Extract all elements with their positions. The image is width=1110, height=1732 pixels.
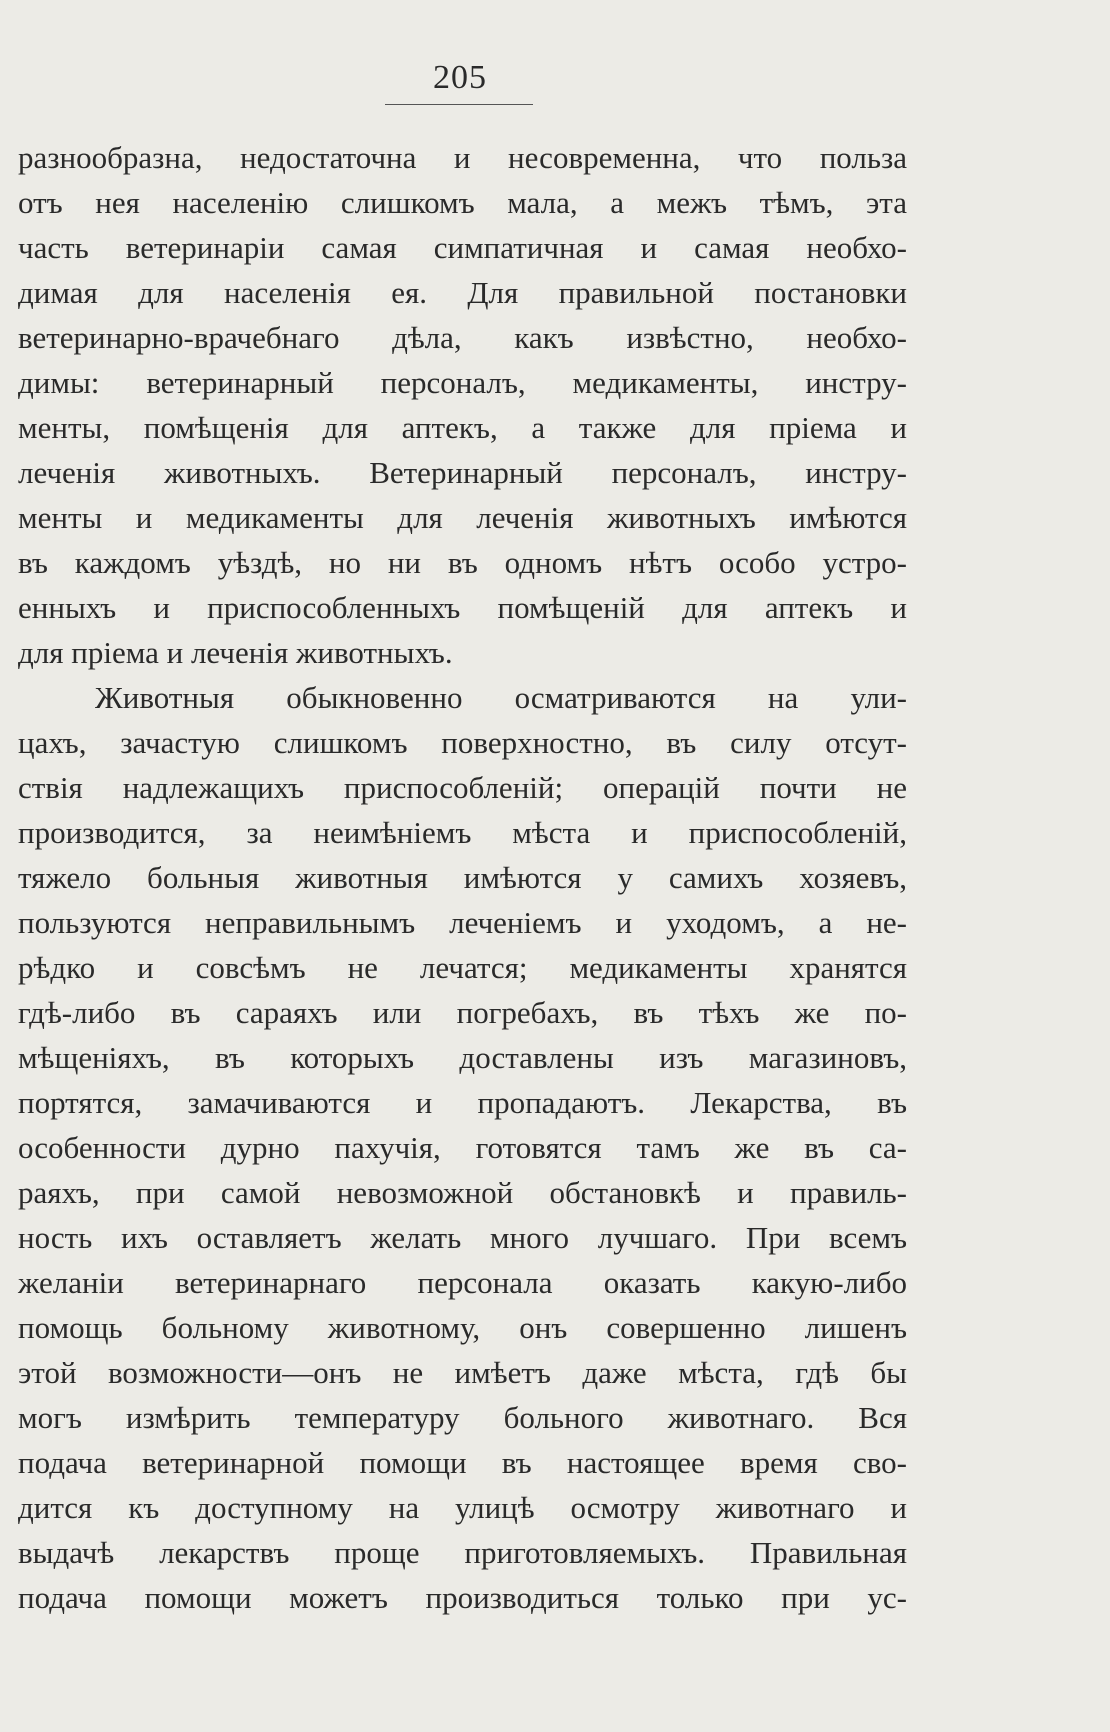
text-line: енныхъ и приспособленныхъ помѣщеній для аптекъ и — [18, 590, 907, 625]
text-line: портятся, замачиваются и пропадаютъ. Лекарства, въ — [18, 1085, 907, 1120]
text-line: рѣдко и совсѣмъ не лечатся; медикаменты хранятся — [18, 950, 907, 985]
text-line: подача ветеринарной помощи въ настоящее время сво- — [18, 1445, 907, 1480]
text-line: производится, за неимѣніемъ мѣста и приспособленій, — [18, 815, 907, 850]
text-line: ность ихъ оставляетъ желать много лучшаго. При всемъ — [18, 1220, 907, 1255]
text-line: пользуются неправильнымъ леченіемъ и уходомъ, а не- — [18, 905, 907, 940]
text-line: могъ измѣрить температуру больного животнаго. Вся — [18, 1400, 907, 1435]
text-line: менты, помѣщенія для аптекъ, а также для пріема и — [18, 410, 907, 445]
text-line: особенности дурно пахучія, готовятся тамъ же въ са- — [18, 1130, 907, 1165]
text-line: ствія надлежащихъ приспособленій; операцій почти не — [18, 770, 907, 805]
text-line: димы: ветеринарный персоналъ, медикаменты, инстру- — [18, 365, 907, 400]
text-line: менты и медикаменты для леченія животныхъ имѣются — [18, 500, 907, 535]
text-line: часть ветеринаріи самая симпатичная и самая необхо- — [18, 230, 907, 265]
text-line: подача помощи можетъ производиться только при ус- — [18, 1580, 907, 1615]
text-line: этой возможности—онъ не имѣетъ даже мѣста, гдѣ бы — [18, 1355, 907, 1390]
text-line: ветеринарно-врачебнаго дѣла, какъ извѣстно, необхо- — [18, 320, 907, 355]
text-line: цахъ, зачастую слишкомъ поверхностно, въ силу отсут- — [18, 725, 907, 760]
text-line: въ каждомъ уѣздѣ, но ни въ одномъ нѣтъ особо устро- — [18, 545, 907, 580]
text-line: отъ нея населенію слишкомъ мала, а межъ тѣмъ, эта — [18, 185, 907, 220]
text-line: мѣщеніяхъ, въ которыхъ доставлены изъ магазиновъ, — [18, 1040, 907, 1075]
paragraph-start-line: Животныя обыкновенно осматриваются на ули- — [95, 680, 907, 715]
text-line: тяжело больныя животныя имѣются у самихъ хозяевъ, — [18, 860, 907, 895]
text-line: леченія животныхъ. Ветеринарный персоналъ, инстру- — [18, 455, 907, 490]
paragraph-end-line: для пріема и леченія животныхъ. — [18, 635, 453, 670]
text-line: дится къ доступному на улицѣ осмотру животнаго и — [18, 1490, 907, 1525]
page-number-rule — [385, 104, 533, 105]
text-line: гдѣ-либо въ сараяхъ или погребахъ, въ тѣхъ же по- — [18, 995, 907, 1030]
page-number: 205 — [433, 59, 487, 96]
text-line: димая для населенія ея. Для правильной постановки — [18, 275, 907, 310]
text-line: желаніи ветеринарнаго персонала оказать какую-либо — [18, 1265, 907, 1300]
text-line: помощь больному животному, онъ совершенно лишенъ — [18, 1310, 907, 1345]
text-line: разнообразна, недостаточна и несовременна, что польза — [18, 140, 907, 175]
text-line: выдачѣ лекарствъ проще приготовляемыхъ. Правильная — [18, 1535, 907, 1570]
text-line: раяхъ, при самой невозможной обстановкѣ и правиль- — [18, 1175, 907, 1210]
